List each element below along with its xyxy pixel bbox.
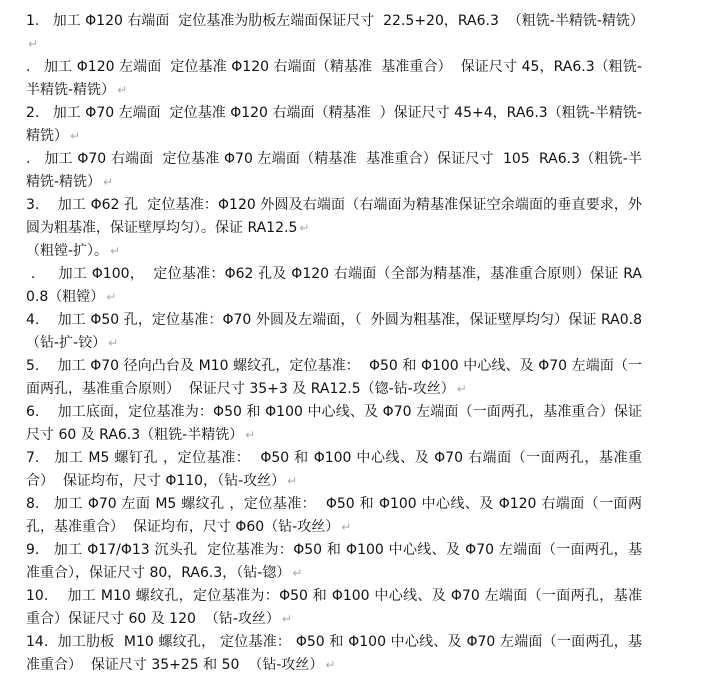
step-text: 6. 加工底面，定位基准为：Φ50 和 Φ100 中心线、及 Φ70 左端面（一面两孔，基准重合）保证尺寸 60 及 RA6.3（粗铣-半精铣）	[26, 404, 642, 443]
step-text: 7. 加工 M5 螺钉孔 ，定位基准： Φ50 和 Φ100 中心线、及 Φ70 右端面（一面两孔，基准重合） 保证均布，尺寸 Φ110，（钻-攻丝）	[26, 450, 642, 489]
step-text: . 加工 Φ100， 定位基准：Φ62 孔及 Φ120 右端面（全部为精基准，基准重合原则）保证 RA0.8（粗镗）	[26, 266, 642, 305]
step-text: 5. 加工 Φ70 径向凸台及 M10 螺纹孔，定位基准： Φ50 和 Φ100 中心线、及 Φ70 左端面（一面两孔，基准重合原则） 保证尺寸 35+3 及 RA12.5（锪-钻-攻丝）	[26, 358, 642, 397]
paragraph-mark-icon: ↵	[325, 658, 336, 672]
process-step-4	[26, 309, 642, 355]
step-text: 14. 加工肋板 M10 螺纹孔， 定位基准： Φ50 和 Φ100 中心线、及 Φ70 左端面（一面两孔，基准重合） 保证尺寸 35+25 和 50 （钻-攻丝）	[26, 634, 642, 673]
step-text: （粗镗-扩）。	[26, 243, 109, 259]
paragraph-mark-icon: ↵	[103, 175, 114, 189]
paragraph-mark-icon: ↵	[281, 612, 292, 626]
process-step-3-note	[26, 240, 642, 263]
paragraph-mark-icon: ↵	[28, 37, 39, 51]
paragraph-mark-icon: ↵	[110, 244, 121, 258]
process-step-2	[26, 102, 642, 148]
process-step-1b	[26, 56, 642, 102]
step-text: 1. 加工 Φ120 右端面 定位基准为肋板左端面保证尺寸 22.5+20，RA6.3 （粗铣-半精铣-精铣）	[26, 13, 644, 29]
process-step-9	[26, 539, 642, 585]
process-step-1	[26, 10, 642, 56]
process-step-7	[26, 447, 642, 493]
paragraph-mark-icon: ↵	[106, 290, 117, 304]
paragraph-mark-icon: ↵	[292, 566, 303, 580]
paragraph-mark-icon: ↵	[456, 382, 467, 396]
process-step-2b	[26, 148, 642, 194]
paragraph-mark-icon: ↵	[108, 336, 119, 350]
process-step-5	[26, 355, 642, 401]
process-step-14	[26, 631, 642, 677]
process-step-8	[26, 493, 642, 539]
step-text: 10. 加工 M10 螺纹孔，定位基准为：Φ50 和 Φ100 中心线、及 Φ70 左端面（一面两孔，基准重合）保证尺寸 60 及 120 （钻-攻丝）	[26, 588, 642, 627]
step-text: 9. 加工 Φ17/Φ13 沉头孔 定位基准为：Φ50 和 Φ100 中心线、及 Φ70 左端面（一面两孔，基准重合），保证尺寸 80，RA6.3，（钻-锪）	[26, 542, 642, 581]
paragraph-mark-icon: ↵	[299, 221, 310, 235]
step-text: 3. 加工 Φ62 孔 定位基准：Φ120 外圆及右端面（右端面为精基准保证空余端面的垂直要求，外圆为粗基准，保证壁厚均匀）。保证 RA12.5	[26, 197, 642, 236]
paragraph-mark-icon: ↵	[287, 474, 298, 488]
process-step-10	[26, 585, 642, 631]
document-body	[26, 10, 642, 677]
step-text: . 加工 Φ120 左端面 定位基准 Φ120 右端面（精基准 基准重合） 保证尺寸 45，RA6.3（粗铣-半精铣-精铣）	[26, 59, 642, 98]
paragraph-mark-icon: ↵	[117, 83, 128, 97]
paragraph-mark-icon: ↵	[245, 428, 256, 442]
step-text: 4. 加工 Φ50 孔，定位基准：Φ70 外圆及左端面，（ 外圆为粗基准，保证壁厚均匀）保证 RA0.8（钻-扩-铰）	[26, 312, 642, 351]
paragraph-mark-icon: ↵	[70, 129, 81, 143]
process-step-6	[26, 401, 642, 447]
process-step-3	[26, 194, 642, 240]
step-text: . 加工 Φ70 右端面 定位基准 Φ70 左端面（精基准 基准重合）保证尺寸 105 RA6.3（粗铣-半精铣-精铣）	[26, 151, 642, 190]
paragraph-mark-icon: ↵	[341, 520, 352, 534]
step-text: 2. 加工 Φ70 左端面 定位基准 Φ120 右端面（精基准 ）保证尺寸 45+4，RA6.3（粗铣-半精铣-精铣）	[26, 105, 642, 144]
process-step-3b	[26, 263, 642, 309]
step-text: 8. 加工 Φ70 左面 M5 螺纹孔 ，定位基准： Φ50 和 Φ100 中心线、及 Φ120 右端面（一面两孔，基准重合） 保证均布，尺寸 Φ60（钻-攻丝）	[26, 496, 642, 535]
